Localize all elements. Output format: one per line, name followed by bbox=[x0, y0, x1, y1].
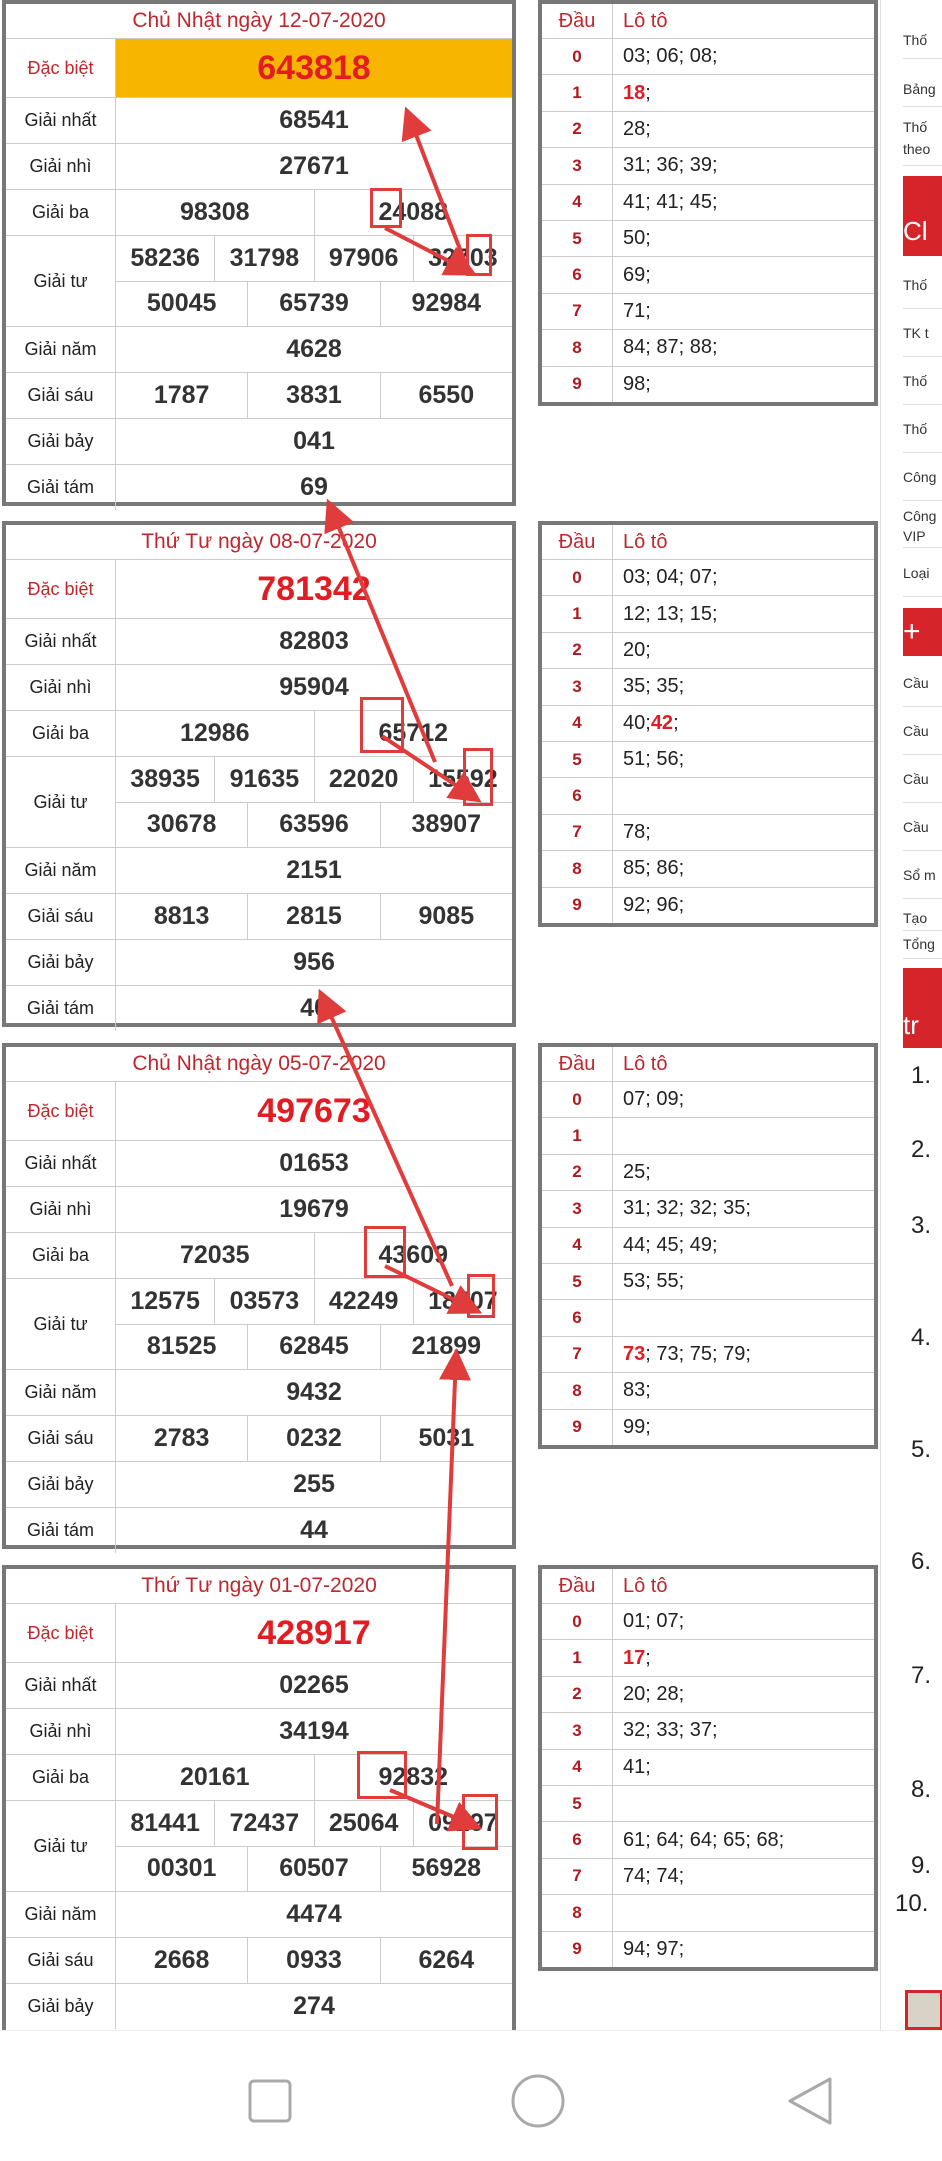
recent-apps-icon[interactable] bbox=[246, 2077, 294, 2125]
label-giai-ba: Giải ba bbox=[6, 1233, 116, 1278]
list-number: 7. bbox=[911, 1662, 932, 1689]
label-dac-biet: Đặc biệt bbox=[6, 1604, 116, 1662]
loto-text: 61; 64; 64; 65; 68; bbox=[623, 1828, 785, 1851]
loto-text: 99; bbox=[623, 1415, 651, 1438]
loto-text: ; bbox=[645, 81, 651, 104]
sidebar-link[interactable]: Sổ m bbox=[903, 852, 942, 899]
label-giai-nhat: Giải nhất bbox=[6, 98, 116, 143]
loto-highlight: 17 bbox=[623, 1646, 646, 1669]
sidebar-link[interactable]: Thố bbox=[903, 0, 942, 59]
label-giai-nhi: Giải nhì bbox=[6, 1709, 116, 1754]
loto-digit: 7 bbox=[542, 294, 613, 329]
special-prize: 428917 bbox=[257, 1613, 371, 1652]
loto-digit: 2 bbox=[542, 633, 613, 668]
prize-value: 62845 bbox=[248, 1325, 380, 1370]
loto-text: 28; bbox=[623, 117, 651, 140]
loto-text: 92; 96; bbox=[623, 893, 685, 916]
loto-head-loto: Lô tô bbox=[623, 1052, 668, 1075]
sidebar-link[interactable]: TK t bbox=[903, 310, 942, 357]
label-giai-tam: Giải tám bbox=[6, 465, 116, 510]
loto-digit: 9 bbox=[542, 888, 613, 923]
sidebar-link[interactable]: Công VIP bbox=[903, 502, 942, 548]
prize-value: 6264 bbox=[418, 1946, 475, 1974]
prize-value: 20161 bbox=[116, 1755, 315, 1800]
label-dac-biet: Đặc biệt bbox=[6, 1082, 116, 1140]
arrow-line bbox=[385, 1266, 475, 1310]
loto-digit: 0 bbox=[542, 560, 613, 595]
prize-value: 09297 bbox=[428, 1808, 498, 1837]
prize-value: 03573 bbox=[215, 1279, 314, 1324]
prize-value: 97906 bbox=[315, 236, 414, 281]
label-giai-ba: Giải ba bbox=[6, 711, 116, 756]
sidebar-link[interactable]: Cầu bbox=[903, 756, 942, 803]
loto-head-loto: Lô tô bbox=[623, 1574, 668, 1597]
label-giai-sau: Giải sáu bbox=[6, 1938, 116, 1983]
prize-value: 72437 bbox=[215, 1801, 314, 1846]
loto-digit: 3 bbox=[542, 148, 613, 183]
loto-head-dau: Đầu bbox=[542, 4, 613, 38]
label-giai-ba: Giải ba bbox=[6, 190, 116, 235]
prize-value: 956 bbox=[293, 948, 335, 976]
prize-value: 24088 bbox=[378, 198, 449, 226]
sidebar-link[interactable]: Tạo bbox=[903, 900, 942, 931]
sidebar-link[interactable]: Thố bbox=[903, 262, 942, 309]
label-giai-nhi: Giải nhì bbox=[6, 1187, 116, 1232]
loto-digit: 4 bbox=[542, 706, 613, 741]
loto-text: 69; bbox=[623, 263, 651, 286]
arrow-line bbox=[385, 228, 470, 272]
loto-digit: 2 bbox=[542, 1677, 613, 1712]
loto-digit: 6 bbox=[542, 778, 613, 813]
label-giai-tu: Giải tư bbox=[6, 1279, 116, 1369]
loto-digit: 6 bbox=[542, 1822, 613, 1857]
prize-value: 31798 bbox=[215, 236, 314, 281]
prize-value: 00301 bbox=[116, 1847, 248, 1892]
label-giai-nam: Giải năm bbox=[6, 1892, 116, 1937]
label-giai-tu: Giải tư bbox=[6, 757, 116, 847]
prize-value: 21899 bbox=[411, 1332, 482, 1361]
label-giai-nhat: Giải nhất bbox=[6, 1141, 116, 1186]
prize-value: 15592 bbox=[428, 764, 498, 793]
sidebar-link[interactable]: Tổng bbox=[903, 930, 942, 959]
loto-text: 25; bbox=[623, 1160, 651, 1183]
loto-digit: 0 bbox=[542, 1604, 613, 1639]
loto-digit: 6 bbox=[542, 1300, 613, 1335]
prize-value: 50045 bbox=[116, 282, 248, 327]
loto-text: ; bbox=[673, 711, 679, 734]
label-giai-tu: Giải tư bbox=[6, 1801, 116, 1891]
label-giai-bay: Giải bảy bbox=[6, 419, 116, 464]
list-number: 5. bbox=[911, 1436, 932, 1463]
prize-value: 92984 bbox=[411, 289, 482, 318]
sidebar-link[interactable]: Thố theo bbox=[903, 108, 942, 166]
prize-value: 4628 bbox=[286, 335, 342, 363]
sidebar-link[interactable]: Thố bbox=[903, 358, 942, 405]
prize-value: 42249 bbox=[315, 1279, 414, 1324]
prize-value: 92832 bbox=[378, 1763, 449, 1791]
loto-digit: 4 bbox=[542, 1228, 613, 1263]
loto-text: 03; 04; 07; bbox=[623, 566, 718, 589]
right-sidebar bbox=[880, 0, 942, 2030]
prize-value: 34194 bbox=[279, 1717, 349, 1745]
loto-digit: 1 bbox=[542, 596, 613, 631]
prize-value: 82803 bbox=[279, 627, 349, 655]
prize-value: 60507 bbox=[248, 1847, 380, 1892]
loto-digit: 2 bbox=[542, 112, 613, 147]
label-giai-nhat: Giải nhất bbox=[6, 1663, 116, 1708]
loto-text: 51; 56; bbox=[623, 748, 685, 771]
loto-digit: 3 bbox=[542, 1713, 613, 1748]
prize-value: 0232 bbox=[248, 1416, 380, 1461]
draw-title: Thứ Tư ngày 08-07-2020 bbox=[6, 525, 512, 560]
prize-value: 18407 bbox=[428, 1286, 498, 1315]
prize-value: 2783 bbox=[116, 1416, 248, 1461]
loto-head-dau: Đầu bbox=[542, 1047, 613, 1081]
label-giai-bay: Giải bảy bbox=[6, 1462, 116, 1507]
loto-digit: 9 bbox=[542, 1410, 613, 1445]
loto-head-dau: Đầu bbox=[542, 1569, 613, 1603]
list-number: 3. bbox=[911, 1212, 932, 1239]
loto-text: 83; bbox=[623, 1379, 651, 1402]
loto-digit: 9 bbox=[542, 1932, 613, 1967]
prize-value: 01653 bbox=[279, 1149, 349, 1177]
loto-digit: 1 bbox=[542, 1118, 613, 1153]
loto-highlight: 73 bbox=[623, 1342, 646, 1365]
loto-head-dau: Đầu bbox=[542, 525, 613, 559]
loto-text: 41; bbox=[623, 1755, 651, 1778]
loto-digit: 1 bbox=[542, 1640, 613, 1675]
sidebar-link[interactable]: Cầu bbox=[903, 804, 942, 851]
loto-digit: 6 bbox=[542, 257, 613, 292]
prize-value: 68541 bbox=[279, 106, 349, 134]
label-giai-nam: Giải năm bbox=[6, 848, 116, 893]
loto-text: 12; 13; 15; bbox=[623, 602, 718, 625]
prize-value: 81441 bbox=[116, 1801, 215, 1846]
arrow-line bbox=[437, 1356, 456, 1824]
prize-value: 72035 bbox=[116, 1233, 315, 1278]
draw-title: Thứ Tư ngày 01-07-2020 bbox=[6, 1569, 512, 1604]
label-giai-nhi: Giải nhì bbox=[6, 144, 116, 189]
special-prize: 781342 bbox=[257, 569, 371, 608]
sidebar-link[interactable]: Thố bbox=[903, 406, 942, 453]
loto-digit: 8 bbox=[542, 1895, 613, 1930]
prize-value: 8813 bbox=[116, 894, 248, 939]
loto-digit: 7 bbox=[542, 1337, 613, 1372]
loto-text: 20; bbox=[623, 638, 651, 661]
prize-value: 63596 bbox=[248, 803, 380, 848]
loto-digit: 1 bbox=[542, 75, 613, 110]
label-giai-sau: Giải sáu bbox=[6, 894, 116, 939]
list-number: 10. bbox=[895, 1890, 929, 1917]
prize-value: 02265 bbox=[279, 1671, 349, 1699]
prize-value: 9432 bbox=[286, 1378, 342, 1406]
ad-thumbnail[interactable] bbox=[905, 1990, 942, 2030]
loto-digit: 4 bbox=[542, 1750, 613, 1785]
loto-head-loto: Lô tô bbox=[623, 530, 668, 553]
label-giai-sau: Giải sáu bbox=[6, 1416, 116, 1461]
label-giai-bay: Giải bảy bbox=[6, 1984, 116, 2029]
prize-value: 38907 bbox=[411, 810, 482, 839]
prize-value: 69 bbox=[300, 473, 328, 501]
prize-value: 58236 bbox=[116, 236, 215, 281]
prize-value: 274 bbox=[293, 1992, 335, 2020]
arrow-line bbox=[322, 996, 452, 1286]
prize-value: 3831 bbox=[248, 373, 380, 418]
loto-text: 20; 28; bbox=[623, 1682, 685, 1705]
sidebar-section-header: Cl bbox=[903, 176, 942, 256]
label-dac-biet: Đặc biệt bbox=[6, 560, 116, 618]
prize-value: 32703 bbox=[428, 243, 498, 272]
prize-value: 19679 bbox=[279, 1195, 349, 1223]
prize-value: 0933 bbox=[248, 1938, 380, 1983]
loto-text: 35; 35; bbox=[623, 675, 685, 698]
list-number: 1. bbox=[911, 1062, 932, 1089]
list-number: 4. bbox=[911, 1324, 932, 1351]
loto-digit: 4 bbox=[542, 185, 613, 220]
loto-text: 78; bbox=[623, 820, 651, 843]
loto-text: ; 73; 75; 79; bbox=[645, 1342, 751, 1365]
list-number: 8. bbox=[911, 1776, 932, 1803]
prize-value: 1787 bbox=[116, 373, 248, 418]
prize-value: 25064 bbox=[315, 1801, 414, 1846]
loto-text: 07; 09; bbox=[623, 1088, 685, 1111]
loto-digit: 3 bbox=[542, 1191, 613, 1226]
draw-title: Chủ Nhật ngày 12-07-2020 bbox=[6, 4, 512, 39]
label-giai-nam: Giải năm bbox=[6, 327, 116, 372]
list-number: 6. bbox=[911, 1548, 932, 1575]
loto-digit: 8 bbox=[542, 851, 613, 886]
back-icon[interactable] bbox=[784, 2075, 836, 2127]
sidebar-link[interactable]: Bảng bbox=[903, 60, 942, 107]
loto-digit: 0 bbox=[542, 39, 613, 74]
prize-value: 65712 bbox=[378, 719, 449, 747]
arrow-line bbox=[330, 506, 435, 762]
prize-value: 12986 bbox=[116, 711, 315, 756]
prize-value: 255 bbox=[293, 1470, 335, 1498]
label-giai-tam: Giải tám bbox=[6, 1508, 116, 1553]
draw-title: Chủ Nhật ngày 05-07-2020 bbox=[6, 1047, 512, 1082]
list-number: 9. bbox=[911, 1852, 932, 1879]
sidebar-section-header: + bbox=[903, 608, 942, 656]
loto-digit: 7 bbox=[542, 815, 613, 850]
loto-digit: 0 bbox=[542, 1082, 613, 1117]
loto-text: 40; bbox=[623, 711, 651, 734]
loto-digit: 5 bbox=[542, 742, 613, 777]
loto-text: 41; 41; 45; bbox=[623, 190, 718, 213]
label-giai-tu: Giải tư bbox=[6, 236, 116, 326]
prize-value: 6550 bbox=[418, 381, 475, 409]
loto-text: 74; 74; bbox=[623, 1864, 685, 1887]
prize-value: 22020 bbox=[315, 757, 414, 802]
loto-digit: 7 bbox=[542, 1859, 613, 1894]
special-prize: 643818 bbox=[116, 39, 512, 97]
loto-text: 44; 45; 49; bbox=[623, 1233, 718, 1256]
label-giai-sau: Giải sáu bbox=[6, 373, 116, 418]
prize-value: 40 bbox=[300, 994, 328, 1022]
loto-highlight: 18 bbox=[623, 81, 646, 104]
loto-text: 94; 97; bbox=[623, 1937, 685, 1960]
loto-text: 31; 32; 32; 35; bbox=[623, 1197, 751, 1220]
prize-value: 65739 bbox=[248, 282, 380, 327]
label-giai-nam: Giải năm bbox=[6, 1370, 116, 1415]
loto-text: 01; 07; bbox=[623, 1610, 685, 1633]
loto-digit: 5 bbox=[542, 221, 613, 256]
loto-digit: 8 bbox=[542, 330, 613, 365]
loto-text: 50; bbox=[623, 227, 651, 250]
loto-text: 03; 06; 08; bbox=[623, 45, 718, 68]
loto-text: 32; 33; 37; bbox=[623, 1719, 718, 1742]
loto-text: ; bbox=[645, 1646, 651, 1669]
prize-value: 98308 bbox=[116, 190, 315, 235]
loto-text: 31; 36; 39; bbox=[623, 154, 718, 177]
prize-value: 81525 bbox=[116, 1325, 248, 1370]
prize-value: 12575 bbox=[116, 1279, 215, 1324]
label-giai-ba: Giải ba bbox=[6, 1755, 116, 1800]
sidebar-link[interactable]: Công bbox=[903, 454, 942, 501]
loto-digit: 5 bbox=[542, 1786, 613, 1821]
loto-text: 98; bbox=[623, 372, 651, 395]
prize-value: 38935 bbox=[116, 757, 215, 802]
label-giai-bay: Giải bảy bbox=[6, 940, 116, 985]
loto-digit: 3 bbox=[542, 669, 613, 704]
loto-digit: 9 bbox=[542, 367, 613, 402]
label-giai-nhat: Giải nhất bbox=[6, 619, 116, 664]
prize-value: 4474 bbox=[286, 1900, 342, 1928]
prize-value: 5031 bbox=[418, 1424, 475, 1452]
loto-digit: 2 bbox=[542, 1155, 613, 1190]
loto-digit: 8 bbox=[542, 1373, 613, 1408]
loto-text: 84; 87; 88; bbox=[623, 336, 718, 359]
sidebar-link[interactable]: Cầu bbox=[903, 660, 942, 707]
home-icon[interactable] bbox=[510, 2073, 566, 2129]
loto-highlight: 42 bbox=[650, 711, 674, 734]
loto-text: 53; 55; bbox=[623, 1270, 685, 1293]
prize-value: 9085 bbox=[418, 902, 475, 930]
prize-value: 2151 bbox=[286, 856, 342, 884]
arrow-line bbox=[390, 1790, 475, 1826]
sidebar-link[interactable]: Cầu bbox=[903, 708, 942, 755]
label-giai-nhi: Giải nhì bbox=[6, 665, 116, 710]
prize-value: 95904 bbox=[279, 673, 349, 701]
prize-value: 91635 bbox=[215, 757, 314, 802]
loto-head-loto: Lô tô bbox=[623, 9, 668, 32]
label-dac-biet: Đặc biệt bbox=[6, 39, 116, 97]
prize-value: 2815 bbox=[248, 894, 380, 939]
prize-value: 27671 bbox=[279, 152, 349, 180]
special-prize: 497673 bbox=[257, 1091, 371, 1130]
loto-text: 85; 86; bbox=[623, 857, 685, 880]
list-number: 2. bbox=[911, 1136, 932, 1163]
label-giai-tam: Giải tám bbox=[6, 986, 116, 1031]
prize-value: 44 bbox=[300, 1516, 328, 1544]
sidebar-section-header: tr bbox=[903, 968, 942, 1048]
prize-value: 30678 bbox=[116, 803, 248, 848]
prize-value: 041 bbox=[293, 427, 335, 455]
loto-text: 71; bbox=[623, 299, 651, 322]
prize-value: 56928 bbox=[411, 1854, 482, 1883]
loto-digit: 5 bbox=[542, 1264, 613, 1299]
prize-value: 43609 bbox=[378, 1241, 449, 1269]
sidebar-link[interactable]: Loại bbox=[903, 550, 942, 597]
system-nav-bar bbox=[0, 2030, 942, 2161]
prize-value: 2668 bbox=[116, 1938, 248, 1983]
